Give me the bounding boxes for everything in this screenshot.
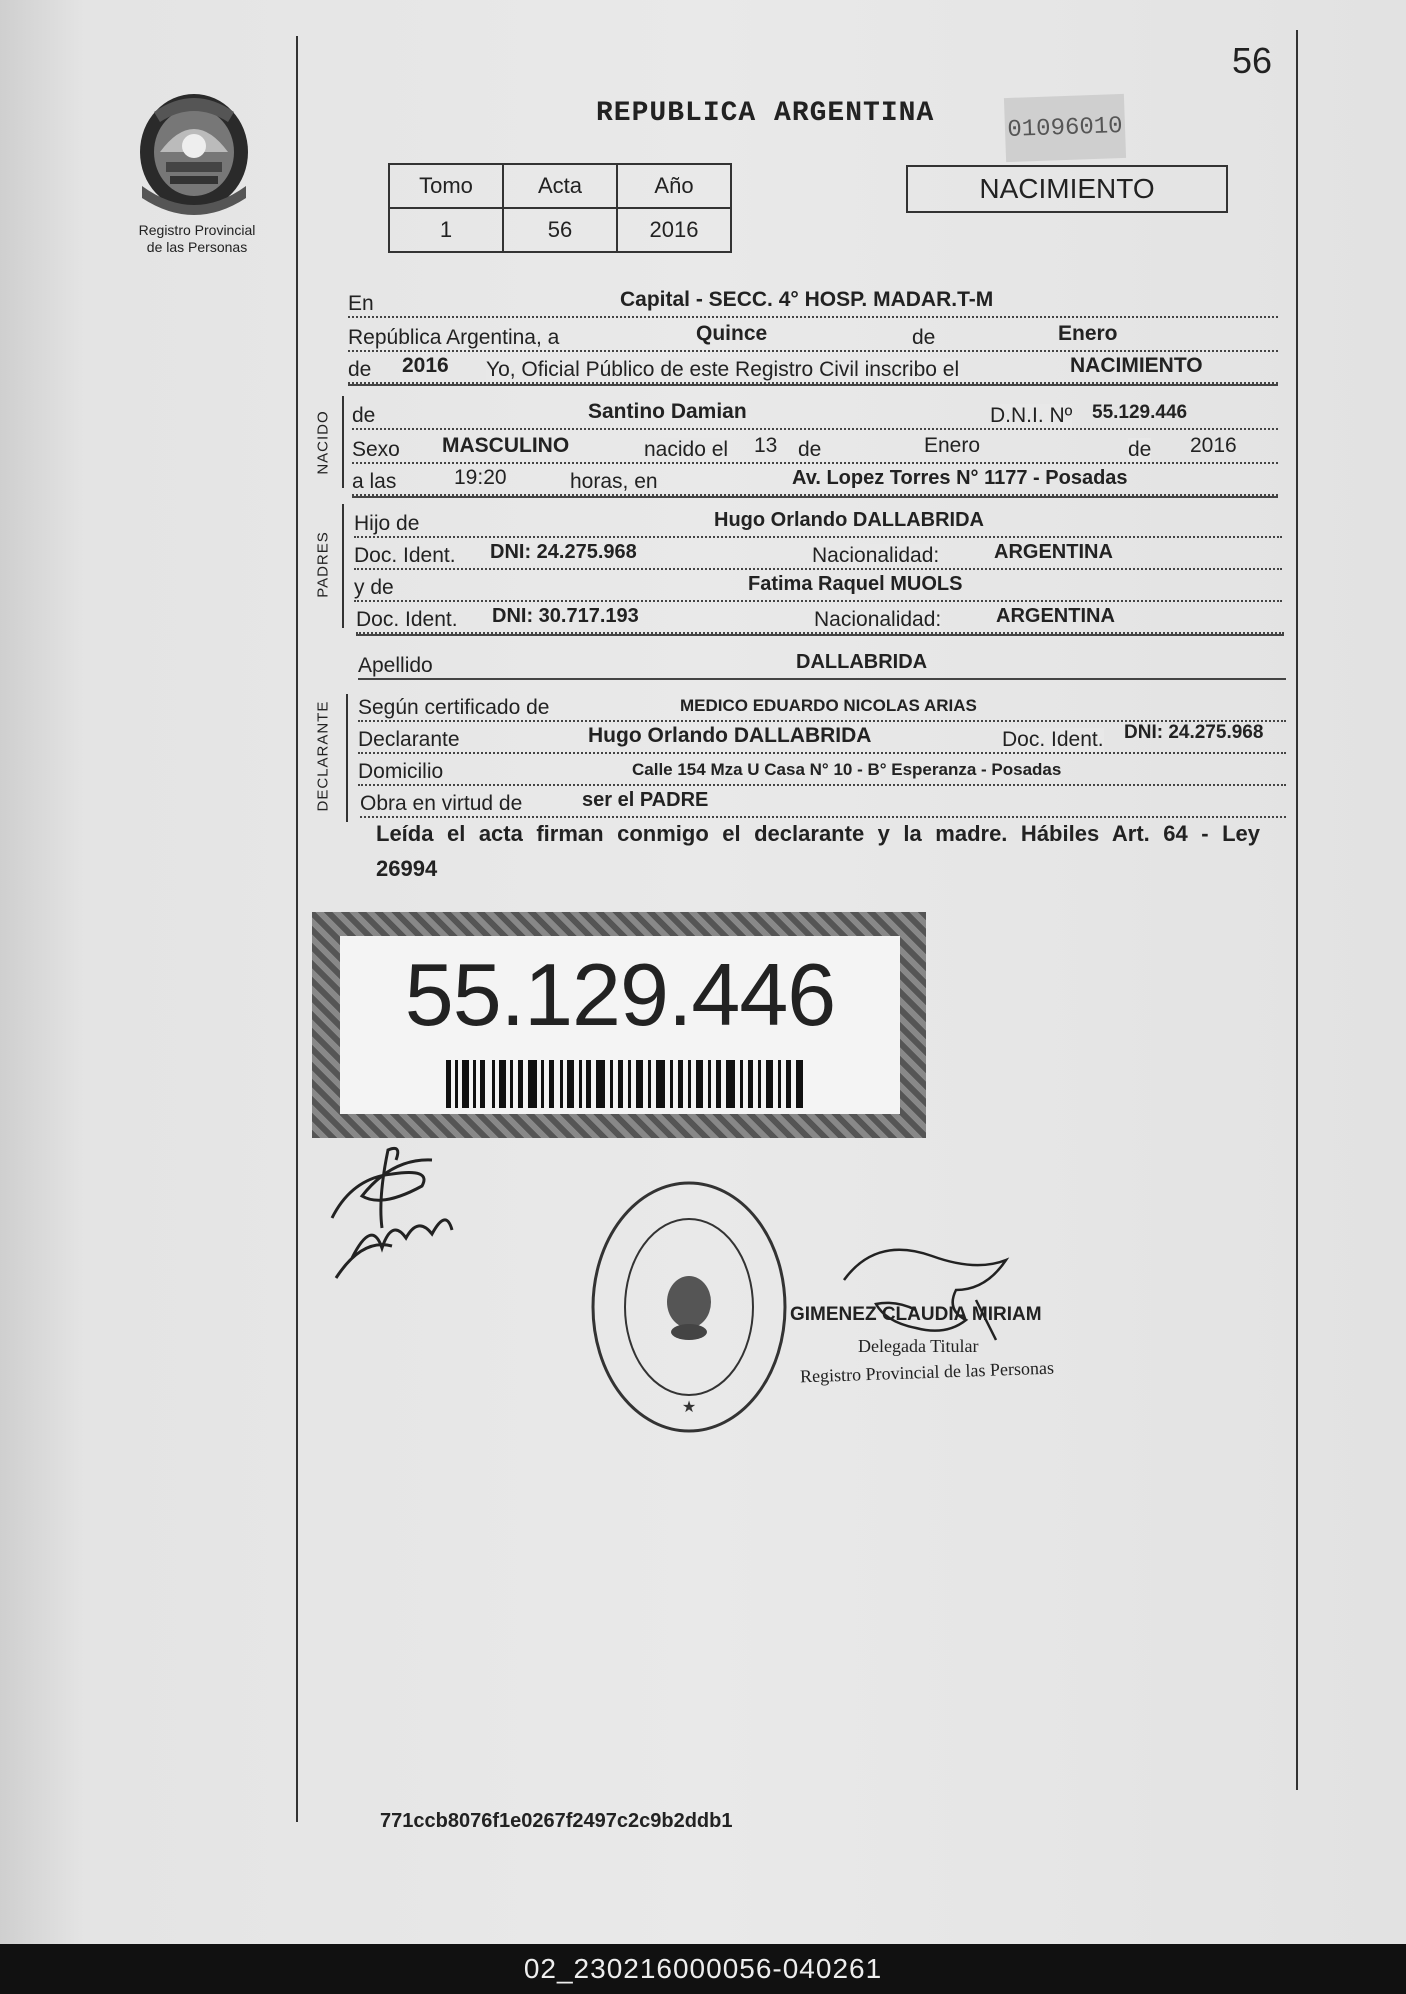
- header-ano: Año: [617, 164, 731, 208]
- value-birth-year: 2016: [1190, 434, 1237, 457]
- row-hijo-de: [354, 506, 1282, 538]
- closing-text-line1: Leída el acta firman conmigo el declarante y la madre. Hábiles Art. 64 - Ley: [376, 821, 1260, 846]
- padres-bracket: [342, 504, 344, 628]
- barcode-bars: [446, 1060, 806, 1108]
- declarante-bracket: [346, 694, 348, 822]
- label-de-name: de: [352, 404, 376, 427]
- label-en: En: [348, 292, 374, 315]
- divider-1: [348, 384, 1278, 386]
- label-de-year: de: [1128, 438, 1152, 461]
- value-mother-doc: DNI: 30.717.193: [492, 605, 639, 627]
- value-apellido: DALLABRIDA: [796, 651, 928, 673]
- label-de: de: [912, 326, 936, 349]
- value-birth-month: Enero: [924, 434, 981, 457]
- left-margin-line: [296, 36, 298, 1822]
- official-name: GIMENEZ CLAUDIA MIRIAM: [790, 1304, 1042, 1325]
- label-apellido: Apellido: [358, 654, 433, 677]
- value-ano: 2016: [617, 208, 731, 252]
- official-role: Delegada Titular: [858, 1336, 979, 1356]
- label-de2: de: [348, 358, 372, 381]
- value-place: Capital - SECC. 4° HOSP. MADAR.T-M: [620, 288, 994, 311]
- label-hijo-de: Hijo de: [354, 512, 420, 535]
- label-a-las: a las: [352, 470, 397, 493]
- row-y-de: [354, 570, 1282, 602]
- value-certificado: MEDICO EDUARDO NICOLAS ARIAS: [680, 696, 977, 715]
- divider-2: [352, 496, 1278, 498]
- barcode-label: [340, 936, 900, 1114]
- side-label-declarante: DECLARANTE: [314, 700, 332, 812]
- row-certificado: [358, 690, 1286, 722]
- registry-seal: [584, 1172, 794, 1442]
- reference-value-row: [389, 208, 731, 252]
- label-sexo: Sexo: [352, 438, 400, 461]
- value-mother-name: Fatima Raquel MUOLS: [748, 573, 963, 595]
- value-obra: ser el PADRE: [582, 789, 709, 811]
- label-certificado: Según certificado de: [358, 696, 550, 719]
- province-logo: [132, 86, 256, 216]
- row-republica: [348, 320, 1278, 352]
- closing-text-line2: 26994: [376, 856, 438, 881]
- row-father-doc: [354, 538, 1282, 570]
- value-father-doc: DNI: 24.275.968: [490, 541, 637, 563]
- row-en: [348, 286, 1278, 318]
- side-label-padres: PADRES: [314, 531, 332, 598]
- value-day: Quince: [696, 322, 768, 345]
- label-father-nationality: Nacionalidad:: [812, 544, 940, 567]
- label-nacido-el: nacido el: [644, 438, 729, 461]
- side-label-nacido: NACIDO: [314, 410, 332, 475]
- label-mother-nationality: Nacionalidad:: [814, 608, 942, 631]
- row-year: [348, 352, 1278, 384]
- value-father-nationality: ARGENTINA: [994, 541, 1113, 563]
- value-year: 2016: [402, 354, 449, 377]
- nacido-bracket: [342, 396, 344, 488]
- value-father-name: Hugo Orlando DALLABRIDA: [714, 509, 984, 531]
- control-number-stamp: 01096010: [1004, 94, 1126, 162]
- value-child-dni: 55.129.446: [1092, 402, 1188, 423]
- scan-footer-id: 02_230216000056-040261: [0, 1944, 1406, 1994]
- official-organization: Registro Provincial de las Personas: [799, 1357, 1055, 1387]
- divider-3: [356, 634, 1284, 636]
- value-time: 19:20: [454, 466, 507, 489]
- reference-header-row: [389, 164, 731, 208]
- value-child-name: Santino Damian: [588, 400, 747, 423]
- value-month: Enero: [1058, 322, 1118, 345]
- value-type: NACIMIENTO: [1070, 354, 1203, 377]
- row-hora: [352, 464, 1278, 496]
- row-obra: [360, 786, 1286, 818]
- label-mother-doc: Doc. Ident.: [356, 608, 458, 631]
- value-acta: 56: [503, 208, 617, 252]
- act-type-box: NACIMIENTO: [906, 165, 1228, 213]
- value-sexo: MASCULINO: [442, 434, 570, 457]
- value-birth-place: Av. Lopez Torres N° 1177 - Posadas: [792, 467, 1128, 489]
- value-domicilio: Calle 154 Mza U Casa N° 10 - B° Esperanza - Posadas: [632, 760, 1062, 779]
- row-nacido-name: [352, 398, 1278, 430]
- logo-caption-line1: Registro Provincial: [138, 222, 256, 238]
- label-horas: horas, en: [570, 470, 658, 493]
- row-apellido: [358, 648, 1286, 680]
- svg-text:★: ★: [681, 1397, 697, 1416]
- label-declarante-doc: Doc. Ident.: [1002, 728, 1104, 751]
- label-obra: Obra en virtud de: [360, 792, 523, 815]
- label-declarante: Declarante: [358, 728, 460, 751]
- logo-caption-line2: de las Personas: [146, 239, 248, 255]
- row-declarante: [358, 722, 1286, 754]
- row-sexo: [352, 432, 1278, 464]
- declarant-signature: [322, 1138, 502, 1288]
- label-de-month: de: [798, 438, 822, 461]
- value-declarante-doc: DNI: 24.275.968: [1124, 722, 1264, 743]
- label-domicilio: Domicilio: [358, 760, 444, 783]
- page-number: 56: [1232, 40, 1273, 81]
- value-declarante: Hugo Orlando DALLABRIDA: [588, 724, 872, 747]
- label-republica: República Argentina, a: [348, 326, 560, 349]
- label-y-de: y de: [354, 576, 394, 599]
- row-mother-doc: [356, 602, 1284, 634]
- id-barcode-sticker: [312, 912, 926, 1138]
- label-father-doc: Doc. Ident.: [354, 544, 456, 567]
- right-margin-line: [1296, 30, 1298, 1790]
- official-signature: [836, 1240, 1036, 1350]
- oficial-text: Yo, Oficial Público de este Registro Civil inscribo el: [486, 358, 960, 381]
- document-title: REPUBLICA ARGENTINA: [596, 98, 935, 129]
- logo-caption: [118, 222, 276, 256]
- row-domicilio: [358, 754, 1286, 786]
- label-dni: D.N.I. Nº: [990, 404, 1073, 427]
- reference-table: [388, 163, 732, 253]
- value-birth-day: 13: [754, 434, 778, 457]
- value-mother-nationality: ARGENTINA: [996, 605, 1115, 627]
- document-hash: 771ccb8076f1e0267f2497c2c9b2ddb1: [380, 1810, 733, 1832]
- value-tomo: 1: [389, 208, 503, 252]
- header-tomo: Tomo: [389, 164, 503, 208]
- header-acta: Acta: [503, 164, 617, 208]
- barcode-number: 55.129.446: [404, 945, 836, 1044]
